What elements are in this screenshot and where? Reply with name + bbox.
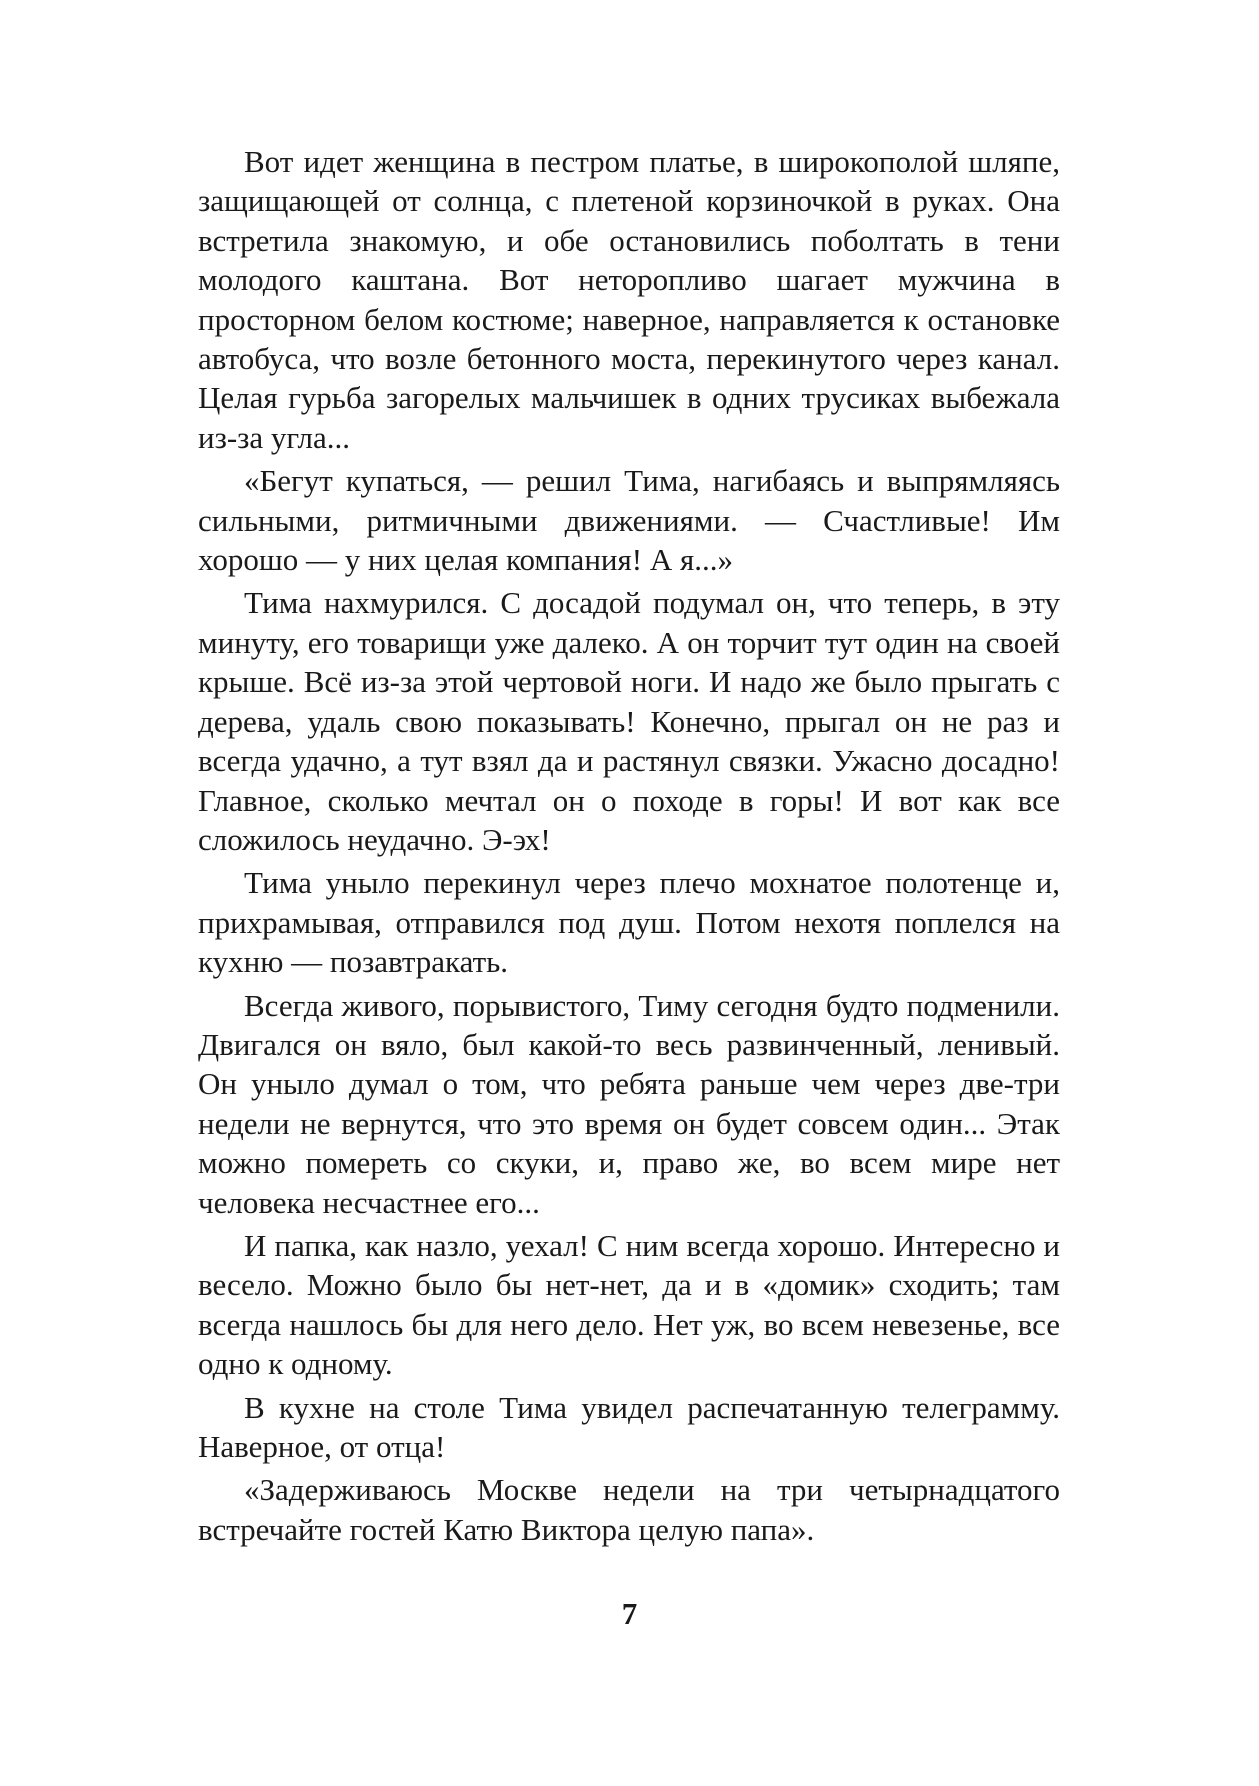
paragraph-8: «Задерживаюсь Москве недели на три четырнадцатого встречайте гостей Катю Виктора целую папа». <box>198 1472 1060 1547</box>
paragraph-6: И папка, как назло, уехал! С ним всегда хорошо. Интересно и весело. Можно было бы нет-нет, да и в «домик» сходить; там всегда нашлось бы для него дело. Нет уж, во всем невезенье, все одно к одному. <box>198 1227 1060 1382</box>
paragraph-5: Всегда живого, порывистого, Тиму сегодня будто подменили. Двигался он вяло, был какой-то весь развинченный, ленивый. Он уныло думал о том, что ребята раньше чем через две-три недели не вернутся, что это время он будет совсем один... Этак можно помереть со скуки, и, право же, во всем мире нет человека несчастнее его... <box>198 987 1060 1220</box>
paragraph-4: Тима уныло перекинул через плечо мохнатое полотенце и, прихрамывая, отправился под душ. Потом нехотя поплелся на кухню — позавтракать. <box>198 865 1060 980</box>
paragraph-2: «Бегут купаться, — решил Тима, нагибаясь и выпрямляясь сильными, ритмичными движениями. — Счастливые! Им хорошо — у них целая компания! А я...» <box>198 463 1060 578</box>
page-number: 7 <box>621 1596 638 1631</box>
paragraph-7: В кухне на столе Тима увидел распечатанную телеграмму. Наверное, от отца! <box>198 1389 1060 1464</box>
book-page-text <box>198 142 1060 1553</box>
paragraph-3: Тима нахмурился. С досадой подумал он, что теперь, в эту минуту, его товарищи уже далеко. А он торчит тут один на своей крыше. Всё из-за этой чертовой ноги. И надо же было прыгать с дерева, удаль свою показывать! Конечно, прыгал он не раз и всегда удачно, а тут взял да и растянул связки. Ужасно досадно! Главное, сколько мечтал он о походе в горы! И вот как все сложилось неудачно. Э-эх! <box>198 585 1060 857</box>
paragraph-1: Вот идет женщина в пестром платье, в широкополой шляпе, защищающей от солнца, с плетеной корзиночкой в руках. Она встретила знакомую, и обе остановились поболтать в тени молодого каштана. Вот неторопливо шагает мужчина в просторном белом костюме; наверное, направляется к остановке автобуса, что возле бетонного моста, перекинутого через канал. Целая гурьба загорелых мальчишек в одних трусиках выбежала из-за угла... <box>198 144 1060 455</box>
